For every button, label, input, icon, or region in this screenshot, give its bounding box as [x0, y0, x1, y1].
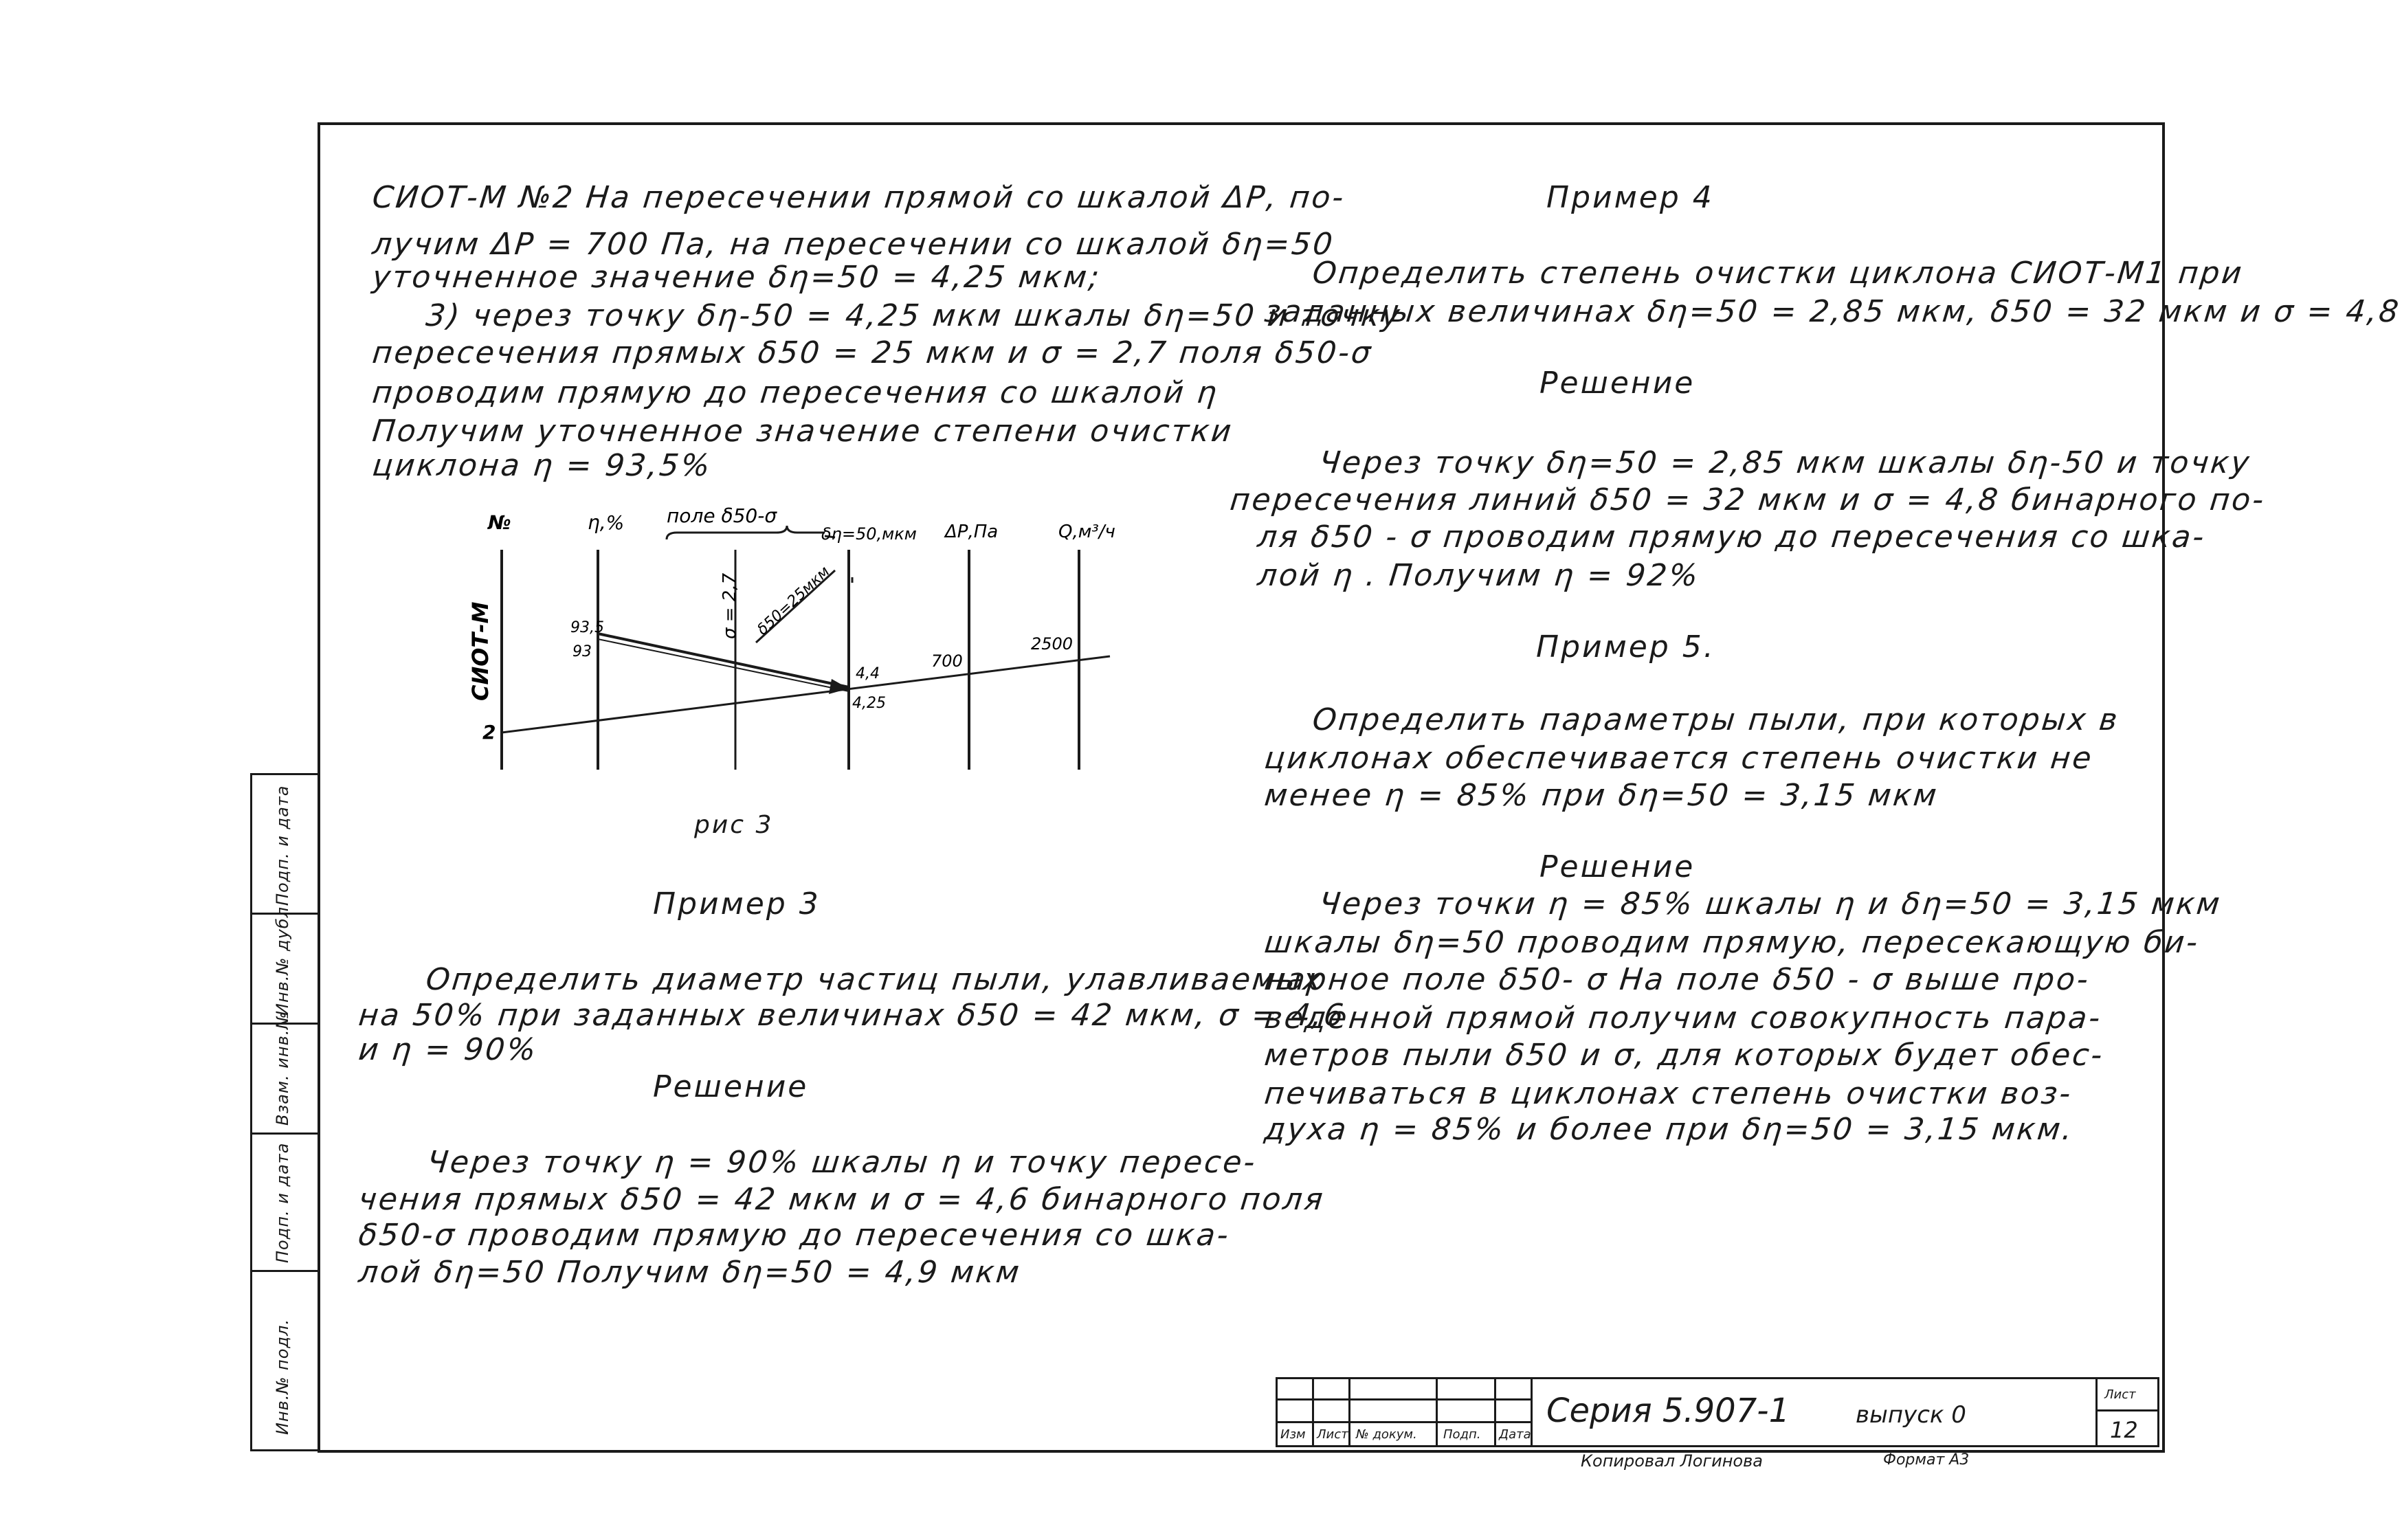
example-3-solution-3: δ50-σ проводим прямую до пересечения со шка-	[357, 1218, 1232, 1253]
point-93-5: 93,5	[570, 619, 604, 636]
example-5-solution-6: печиваться в циклонах степень очистки воз-	[1263, 1076, 2075, 1111]
example-4-solution-2: пересечения линий δ50 = 32 мкм и σ = 4,8 бинарного по-	[1228, 482, 2267, 517]
stamp-grid-4	[1436, 1377, 1496, 1400]
example-5-solution-4: веденной прямой получим совокупность пара-	[1263, 1001, 2104, 1036]
stamp-grid-2	[1312, 1377, 1350, 1400]
side-label-2: Подп. и дата	[273, 1142, 292, 1263]
example-3-solution-4: лой δη=50 Получим δη=50 = 4,9 мкм	[357, 1255, 1023, 1290]
stamp-head-4	[1436, 1421, 1496, 1447]
eta-line-2	[598, 639, 849, 691]
stamp-head-5	[1494, 1421, 1533, 1447]
left-line-3: уточненное значение δη=50 = 4,25 мкм;	[370, 260, 1103, 295]
side-strip	[250, 773, 320, 1451]
eta-line	[598, 634, 849, 687]
example-4-solution-4: лой η . Получим η = 92%	[1256, 558, 1702, 593]
label-vertical: СИОТ-М	[467, 601, 493, 701]
stamp-head-text-1: Изм	[1280, 1427, 1306, 1442]
stamp-head-2	[1312, 1421, 1350, 1447]
stamp-grid-5	[1494, 1377, 1533, 1400]
example-5-solution-1: Через точки η = 85% шкалы η и δη=50 = 3,15 мкм	[1317, 886, 2224, 922]
stamp-grid-1	[1276, 1377, 1314, 1400]
label-q: Q,м³/ч	[1058, 522, 1115, 542]
example-4-task-1: Определить степень очистки циклона СИОТ-М1 при	[1311, 256, 2245, 291]
label-eta: η,%	[588, 511, 625, 534]
figure-caption: рис 3	[694, 811, 774, 839]
side-label-4: Инв.№ дубл.	[273, 900, 292, 1016]
label-field: поле δ50-σ	[667, 504, 777, 527]
example-5-solution-2: шкалы δη=50 проводим прямую, пересекающую би-	[1263, 925, 2201, 960]
side-cell-3	[252, 1011, 320, 1135]
point-93: 93	[572, 643, 592, 660]
example-5-solution-5: метров пыли δ50 и σ, для которых будет обес-	[1263, 1038, 2106, 1073]
stamp-grid-9	[1436, 1398, 1496, 1423]
example-5-title: Пример 5.	[1536, 629, 1715, 665]
stamp-grid-3	[1348, 1377, 1438, 1400]
left-line-5: пересечения прямых δ50 = 25 мкм и σ = 2,7 поля δ50-σ	[370, 335, 1375, 370]
stamp-head-1	[1276, 1421, 1314, 1447]
nomogram-figure	[440, 502, 1168, 797]
example-5-task-3: менее η = 85% при δη=50 = 3,15 мкм	[1263, 778, 1941, 813]
stamp-sheet-no	[2095, 1409, 2159, 1447]
point-2: 2	[482, 721, 496, 744]
left-line-4: 3) через точку δη-50 = 4,25 мкм шкалы δη=50 и точку	[424, 298, 1403, 333]
stamp-grid-7	[1312, 1398, 1350, 1423]
stamp-head-3	[1348, 1421, 1438, 1447]
point-4-25: 4,25	[852, 695, 886, 712]
label-no: №	[488, 511, 511, 534]
label-sigma: σ = 2,7	[720, 572, 740, 639]
example-3-solution-2: чения прямых δ50 = 42 мкм и σ = 4,6 бинарного поля	[357, 1182, 1327, 1217]
example-5-solution-3: нарное поле δ50- σ На поле δ50 - σ выше про-	[1263, 962, 2092, 997]
example-3-task-1: Определить диаметр частиц пыли, улавливаемых	[424, 962, 1325, 997]
example-3-solution-1: Через точку η = 90% шкалы η и точку пересе-	[425, 1145, 1259, 1180]
example-4-solution-3: ля δ50 - σ проводим прямую до пересечения со шка-	[1256, 520, 2208, 555]
stamp-format: Формат А3	[1883, 1451, 1970, 1469]
left-line-7: Получим уточненное значение степени очистки	[370, 414, 1235, 449]
example-3-task-2: на 50% при заданных величинах δ50 = 42 мкм, σ = 4,6	[357, 998, 1347, 1033]
point-4-4: 4,4	[856, 665, 880, 682]
stamp-copied: Копировал Логинова	[1581, 1451, 1763, 1471]
label-dp: ΔР,Па	[945, 522, 999, 542]
side-label-3: Взам. инв.№	[273, 1011, 292, 1126]
stamp-grid-8	[1348, 1398, 1438, 1423]
main-line	[502, 656, 1110, 733]
left-line-6: проводим прямую до пересечения со шкалой η	[370, 375, 1221, 410]
left-line-8: циклона η = 93,5%	[370, 448, 714, 483]
side-label-5: Подп. и дата	[273, 785, 292, 906]
example-4-solution-title: Решение	[1539, 366, 1695, 401]
side-cell-4	[252, 1132, 320, 1272]
side-cell-5	[252, 1270, 320, 1447]
example-4-title: Пример 4	[1546, 180, 1714, 215]
label-d50: δη=50,мкм	[821, 524, 917, 544]
stamp-issue: выпуск 0	[1856, 1401, 1966, 1429]
stamp-grid-6	[1276, 1398, 1314, 1423]
example-5-task-2: циклонах обеспечивается степень очистки не	[1263, 741, 2095, 776]
stamp-head-text-3: № докум.	[1356, 1427, 1417, 1442]
stamp-head-text-5: Дата	[1499, 1427, 1531, 1442]
left-line-1: СИОТ-М №2 На пересечении прямой со шкалой ΔР, по-	[370, 180, 1348, 215]
stamp-grid-10	[1494, 1398, 1533, 1423]
example-3-task-3: и η = 90%	[357, 1032, 540, 1067]
point-700: 700	[931, 651, 963, 671]
example-5-task-1: Определить параметры пыли, при которых в	[1311, 702, 2122, 737]
side-label-1: Инв.№ подл.	[273, 1319, 292, 1435]
example-4-solution-1: Через точку δη=50 = 2,85 мкм шкалы δη-50 и точку	[1317, 445, 2253, 480]
example-3-title: Пример 3	[653, 886, 821, 922]
stamp-sheet-no-text: 12	[2110, 1417, 2138, 1443]
example-3-solution-title: Решение	[653, 1069, 809, 1104]
stamp-series: Серия 5.907-1	[1546, 1392, 1790, 1430]
stamp-sheet-label-text: Лист	[2104, 1387, 2136, 1402]
example-5-solution-title: Решение	[1539, 849, 1695, 884]
example-5-solution-7: духа η = 85% и более при δη=50 = 3,15 мкм.	[1263, 1112, 2076, 1147]
example-4-task-2: заданных величинах δη=50 = 2,85 мкм, δ50 = 32 мкм и σ = 4,8	[1263, 294, 2402, 329]
title-block	[1276, 1377, 2159, 1447]
left-line-2: лучим ΔР = 700 Па, на пересечении со шкалой δη=50	[370, 227, 1337, 262]
field-bracket	[667, 526, 825, 539]
stamp-head-text-2: Лист	[1317, 1427, 1348, 1442]
stamp-sheet-label	[2095, 1377, 2159, 1411]
stamp-main	[1531, 1377, 2098, 1447]
stamp-head-text-4: Подп.	[1443, 1427, 1481, 1442]
point-2500: 2500	[1031, 634, 1074, 654]
label-diag: δ50=25мкм	[754, 563, 834, 639]
